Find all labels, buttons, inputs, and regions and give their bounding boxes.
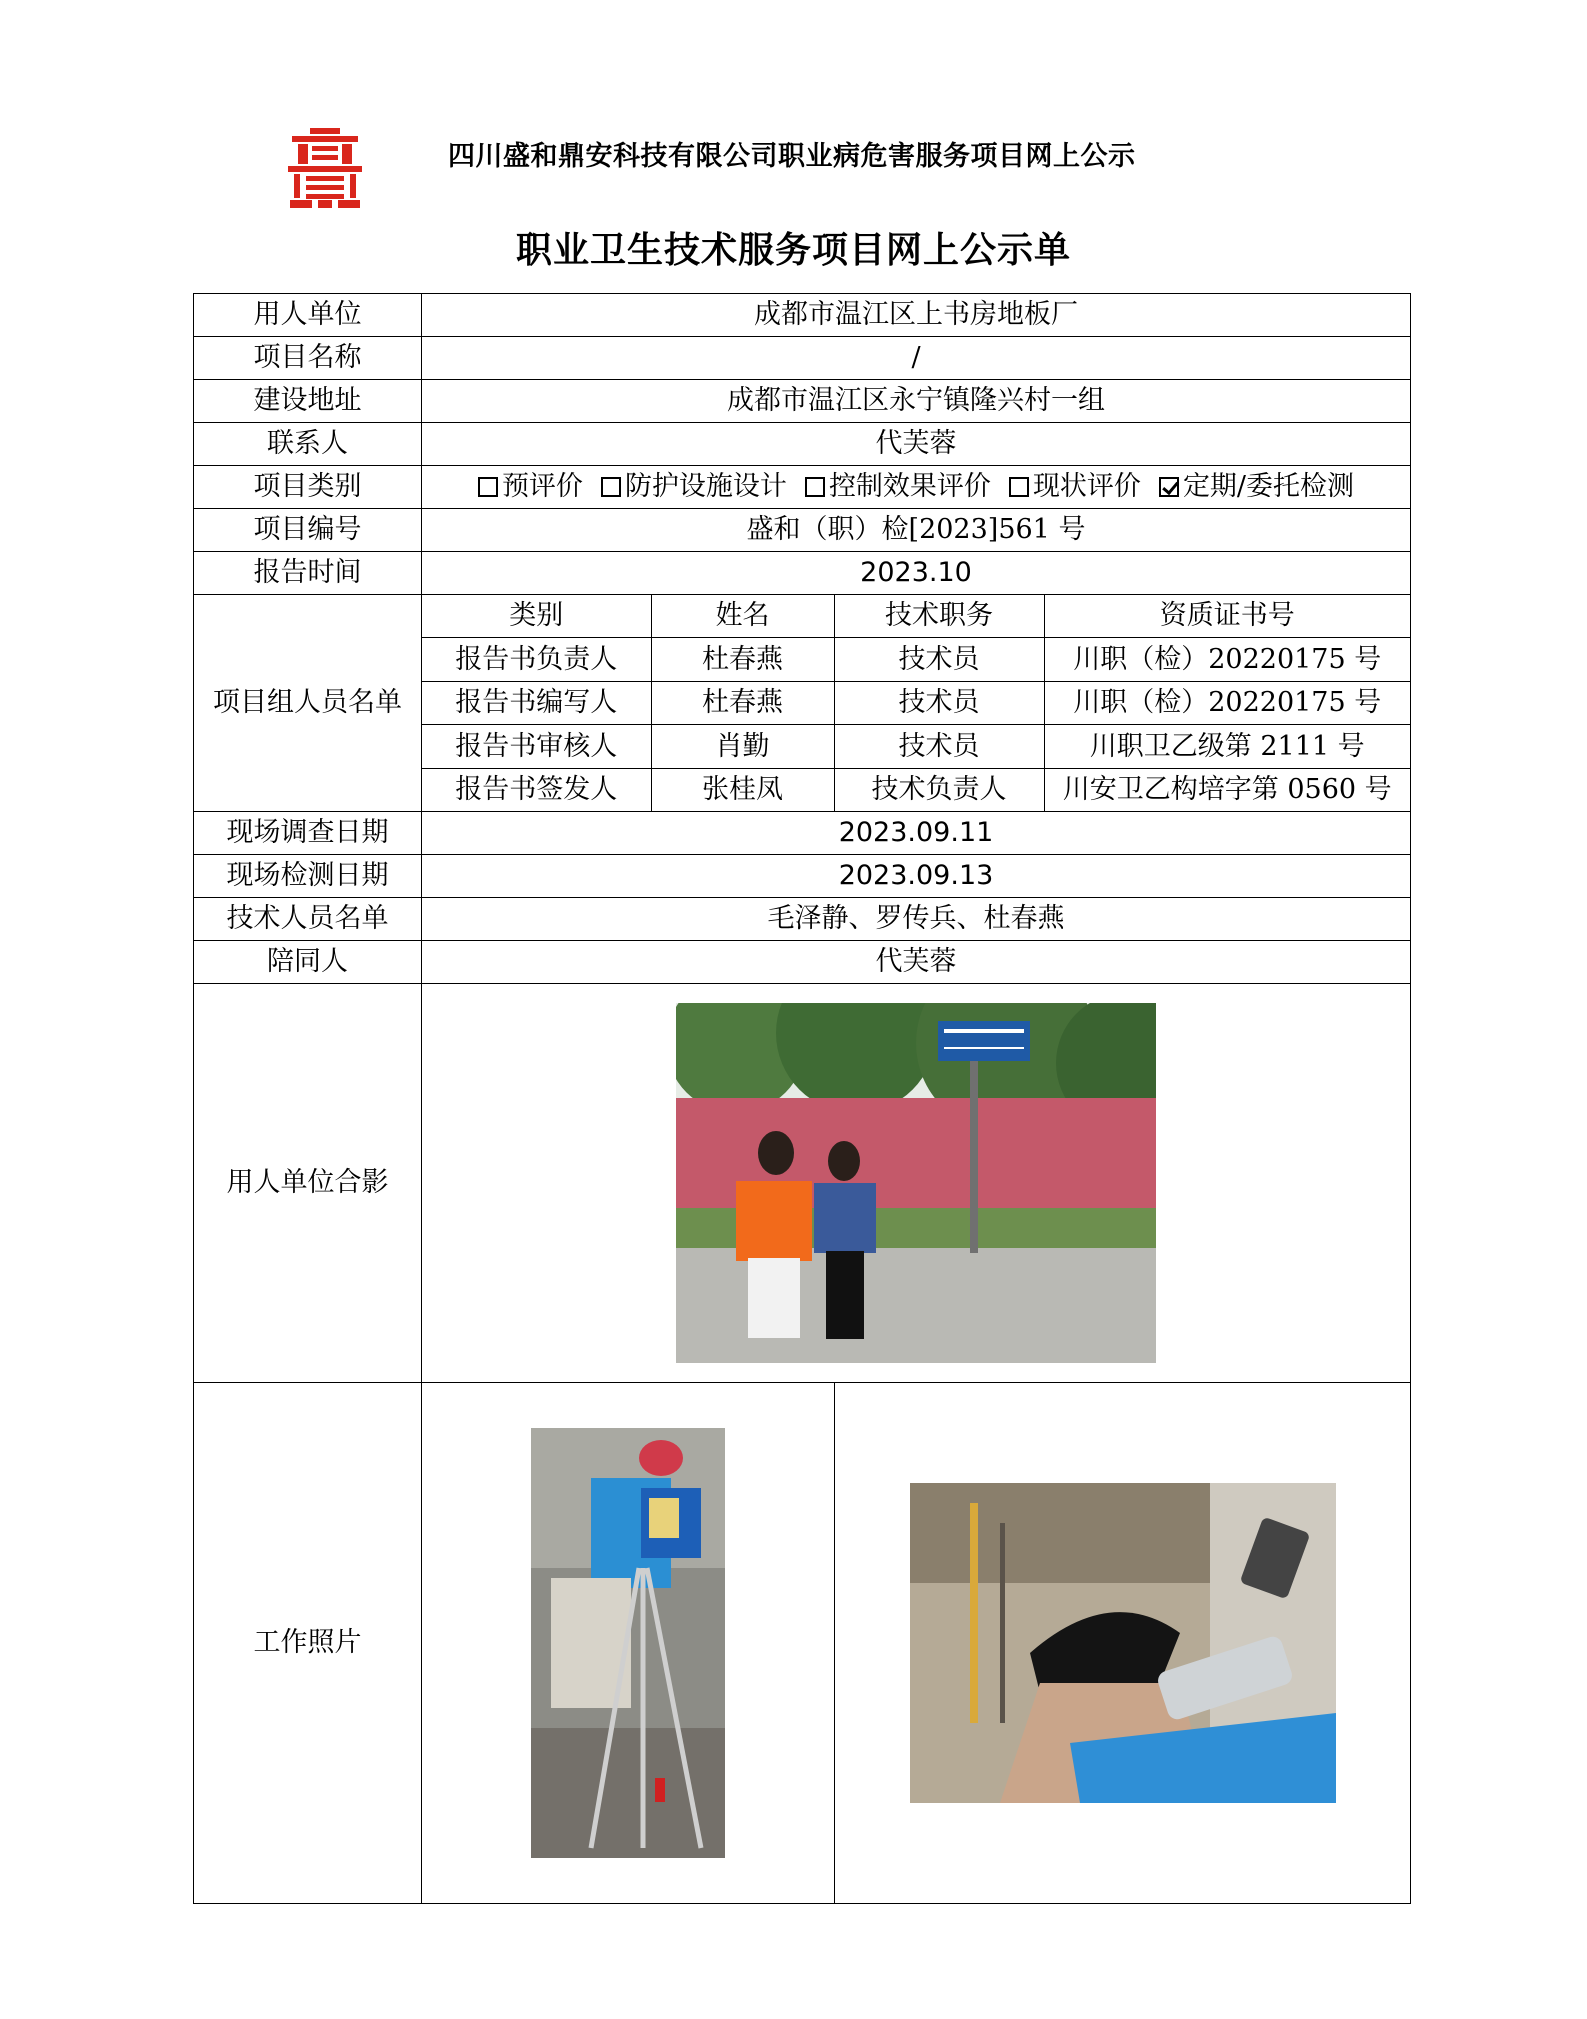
- member-title: 技术负责人: [834, 768, 1044, 811]
- category-option-control-eval: 控制效果评价: [805, 471, 991, 502]
- project-no-value: 盛和（职）检[2023]561 号: [422, 509, 1411, 552]
- team-table: [422, 595, 1410, 811]
- test-date-value: 2023.09.13: [422, 855, 1411, 898]
- member-title: 技术员: [834, 681, 1044, 724]
- work-photo-right-cell: [835, 1383, 1411, 1903]
- technicians-value: 毛泽静、罗传兵、杜春燕: [422, 898, 1411, 941]
- project-name-value: /: [422, 337, 1411, 380]
- team-label: 项目组人员名单: [194, 595, 422, 812]
- document-title: 职业卫生技术服务项目网上公示单: [515, 229, 1071, 271]
- escort-label: 陪同人: [194, 941, 422, 984]
- group-photo-image: [676, 1003, 1156, 1363]
- row-team: [194, 595, 1411, 812]
- row-project-name: [194, 337, 1411, 380]
- row-escort: [194, 941, 1411, 984]
- address-value: 成都市温江区永宁镇隆兴村一组: [422, 380, 1411, 423]
- team-member-row: [422, 681, 1410, 724]
- row-report-time: [194, 552, 1411, 595]
- checkbox-unchecked-icon: [805, 477, 825, 497]
- team-header-title: 技术职务: [834, 595, 1044, 638]
- team-member-row: [422, 638, 1410, 681]
- escort-value: 代芙蓉: [422, 941, 1411, 984]
- work-photos-label: 工作照片: [194, 1383, 422, 1904]
- checkbox-checked-icon: [1159, 477, 1179, 497]
- member-cert: 川职卫乙级第 2111 号: [1044, 725, 1410, 768]
- row-technicians: [194, 898, 1411, 941]
- org-title: 四川盛和鼎安科技有限公司职业病危害服务项目网上公示: [448, 141, 1136, 172]
- row-project-no: [194, 509, 1411, 552]
- team-member-row: [422, 725, 1410, 768]
- project-no-label: 项目编号: [194, 509, 422, 552]
- group-photo-cell: [422, 984, 1411, 1383]
- technicians-label: 技术人员名单: [194, 898, 422, 941]
- member-name: 杜春燕: [651, 638, 834, 681]
- work-photos-table: [422, 1383, 1410, 1903]
- team-header-category: 类别: [422, 595, 651, 638]
- document-header: [288, 128, 1288, 208]
- category-option-protection-design: 防护设施设计: [601, 471, 787, 502]
- contact-value: 代芙蓉: [422, 423, 1411, 466]
- row-category: [194, 466, 1411, 509]
- member-title: 技术员: [834, 638, 1044, 681]
- row-test-date: [194, 855, 1411, 898]
- report-time-value: 2023.10: [422, 552, 1411, 595]
- work-photo-sampling-image: [531, 1428, 725, 1858]
- member-title: 技术员: [834, 725, 1044, 768]
- member-name: 杜春燕: [651, 681, 834, 724]
- checkbox-unchecked-icon: [478, 477, 498, 497]
- category-label: 项目类别: [194, 466, 422, 509]
- row-work-photos: [194, 1383, 1411, 1904]
- row-contact: [194, 423, 1411, 466]
- row-group-photo: [194, 984, 1411, 1383]
- group-photo-label: 用人单位合影: [194, 984, 422, 1383]
- row-survey-date: [194, 812, 1411, 855]
- team-table-cell: [422, 595, 1411, 812]
- contact-label: 联系人: [194, 423, 422, 466]
- checkbox-unchecked-icon: [1009, 477, 1029, 497]
- survey-date-value: 2023.09.11: [422, 812, 1411, 855]
- work-photo-left-cell: [422, 1383, 835, 1903]
- member-role: 报告书签发人: [422, 768, 651, 811]
- category-option-periodic-test: 定期/委托检测: [1159, 471, 1354, 502]
- project-name-label: 项目名称: [194, 337, 422, 380]
- team-header-row: [422, 595, 1410, 638]
- member-role: 报告书编写人: [422, 681, 651, 724]
- team-member-row: [422, 768, 1410, 811]
- category-options: [422, 466, 1411, 509]
- work-photo-noise-test-image: [910, 1483, 1336, 1803]
- category-option-pre-eval: 预评价: [478, 471, 583, 502]
- report-time-label: 报告时间: [194, 552, 422, 595]
- member-cert: 川职（检）20220175 号: [1044, 638, 1410, 681]
- member-cert: 川职（检）20220175 号: [1044, 681, 1410, 724]
- member-name: 张桂凤: [651, 768, 834, 811]
- row-employer: [194, 294, 1411, 337]
- employer-value: 成都市温江区上书房地板厂: [422, 294, 1411, 337]
- team-header-name: 姓名: [651, 595, 834, 638]
- address-label: 建设地址: [194, 380, 422, 423]
- member-name: 肖勤: [651, 725, 834, 768]
- team-header-cert: 资质证书号: [1044, 595, 1410, 638]
- survey-date-label: 现场调查日期: [194, 812, 422, 855]
- member-cert: 川安卫乙构培字第 0560 号: [1044, 768, 1410, 811]
- work-photos-cell: [422, 1383, 1411, 1904]
- employer-label: 用人单位: [194, 294, 422, 337]
- member-role: 报告书负责人: [422, 638, 651, 681]
- company-seal-logo-icon: [288, 128, 362, 208]
- member-role: 报告书审核人: [422, 725, 651, 768]
- work-photos-row: [422, 1383, 1410, 1903]
- notice-form-table: [193, 293, 1411, 1904]
- category-option-status-eval: 现状评价: [1009, 471, 1141, 502]
- row-address: [194, 380, 1411, 423]
- checkbox-unchecked-icon: [601, 477, 621, 497]
- test-date-label: 现场检测日期: [194, 855, 422, 898]
